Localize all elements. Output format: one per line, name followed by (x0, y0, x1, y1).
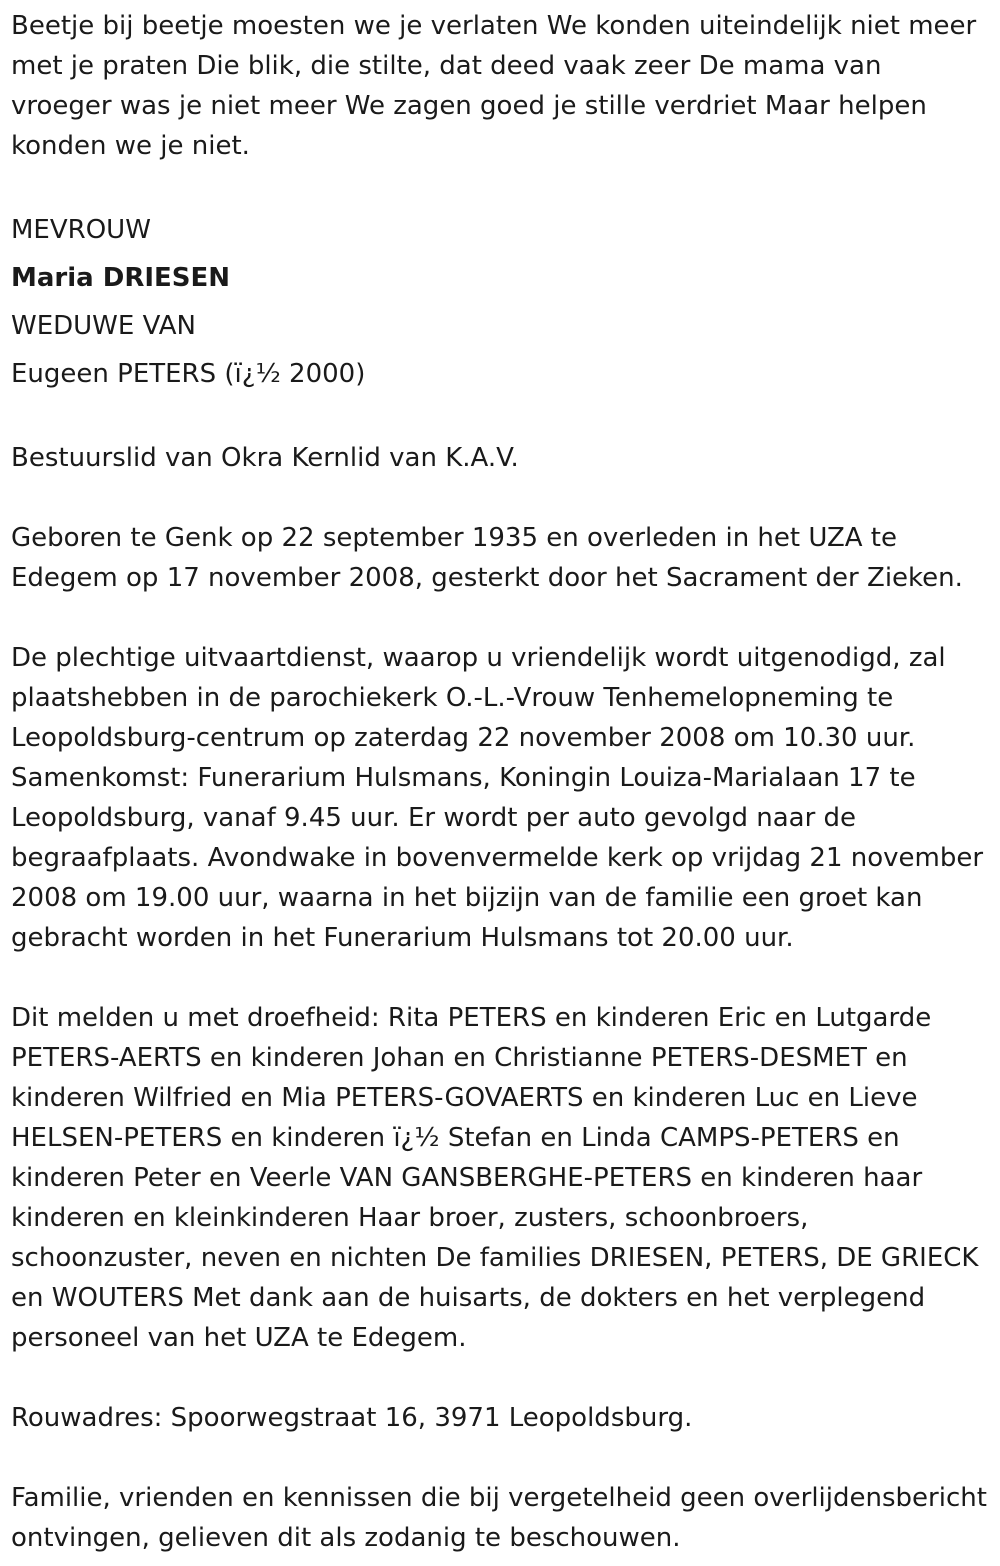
poem-text: Beetje bij beetje moesten we je verlaten We konden uiteindelijk niet meer met je praten Die blik, die stilte, dat deed vaak zeer De mama van vroeger was je niet meer We zagen goed je stille verdriet Maar helpen konden we je niet. (11, 11, 977, 161)
announcement-text: Dit melden u met droefheid: Rita PETERS en kinderen Eric en Lutgarde PETERS-AERTS en kinderen Johan en Christianne PETERS-DESMET en kinderen Wilfried en Mia PETERS-GOVAERTS en kinderen Luc en Lieve HELSEN-PETERS en kinderen ï¿½ Stefan en Linda CAMPS-PETERS en kinderen Peter en Veerle VAN GANSBERGHE-PETERS en kinderen haar kinderen en kleinkinderen Haar broer, zusters, schoonbroers, schoonzuster, neven en nichten De families DRIESEN, PETERS, DE GRIECK en WOUTERS Met dank aan de huisarts, de dokters en het verplegend personeel van het UZA te Edegem. (11, 1003, 979, 1353)
spouse-name: Eugeen PETERS (ï¿½ 2000) (11, 359, 366, 389)
title-prefix: MEVROUW (11, 215, 151, 245)
widow-label: WEDUWE VAN (11, 311, 196, 341)
ceremony-text: De plechtige uitvaartdienst, waarop u vriendelijk wordt uitgenodigd, zal plaatshebben in de parochiekerk O.-L.-Vrouw Tenhemelopneming te Leopoldsburg-centrum op zaterdag 22 november 2008 om 10.30 uur. Samenkomst: Funerarium Hulsmans, Koningin Louiza-Marialaan 17 te Leopoldsburg, vanaf 9.45 uur. Er wordt per auto gevolgd naar de begraafplaats. Avondwake in bovenvermelde kerk op vrijdag 21 november 2008 om 19.00 uur, waarna in het bijzijn van de familie een groet kan gebracht worden in het Funerarium Hulsmans tot 20.00 uur. (11, 643, 984, 953)
closing-text: Familie, vrienden en kennissen die bij vergetelheid geen overlijdensbericht ontvingen, gelieven dit als zodanig te beschouwen. (11, 1483, 987, 1553)
deceased-name: Maria DRIESEN (11, 263, 231, 293)
birth-death-text: Geboren te Genk op 22 september 1935 en overleden in het UZA te Edegem op 17 november 2008, gesterkt door het Sacrament der Zieken. (11, 523, 963, 593)
functions-text: Bestuurslid van Okra Kernlid van K.A.V. (11, 443, 519, 473)
mourning-address: Rouwadres: Spoorwegstraat 16, 3971 Leopoldsburg. (11, 1403, 693, 1433)
